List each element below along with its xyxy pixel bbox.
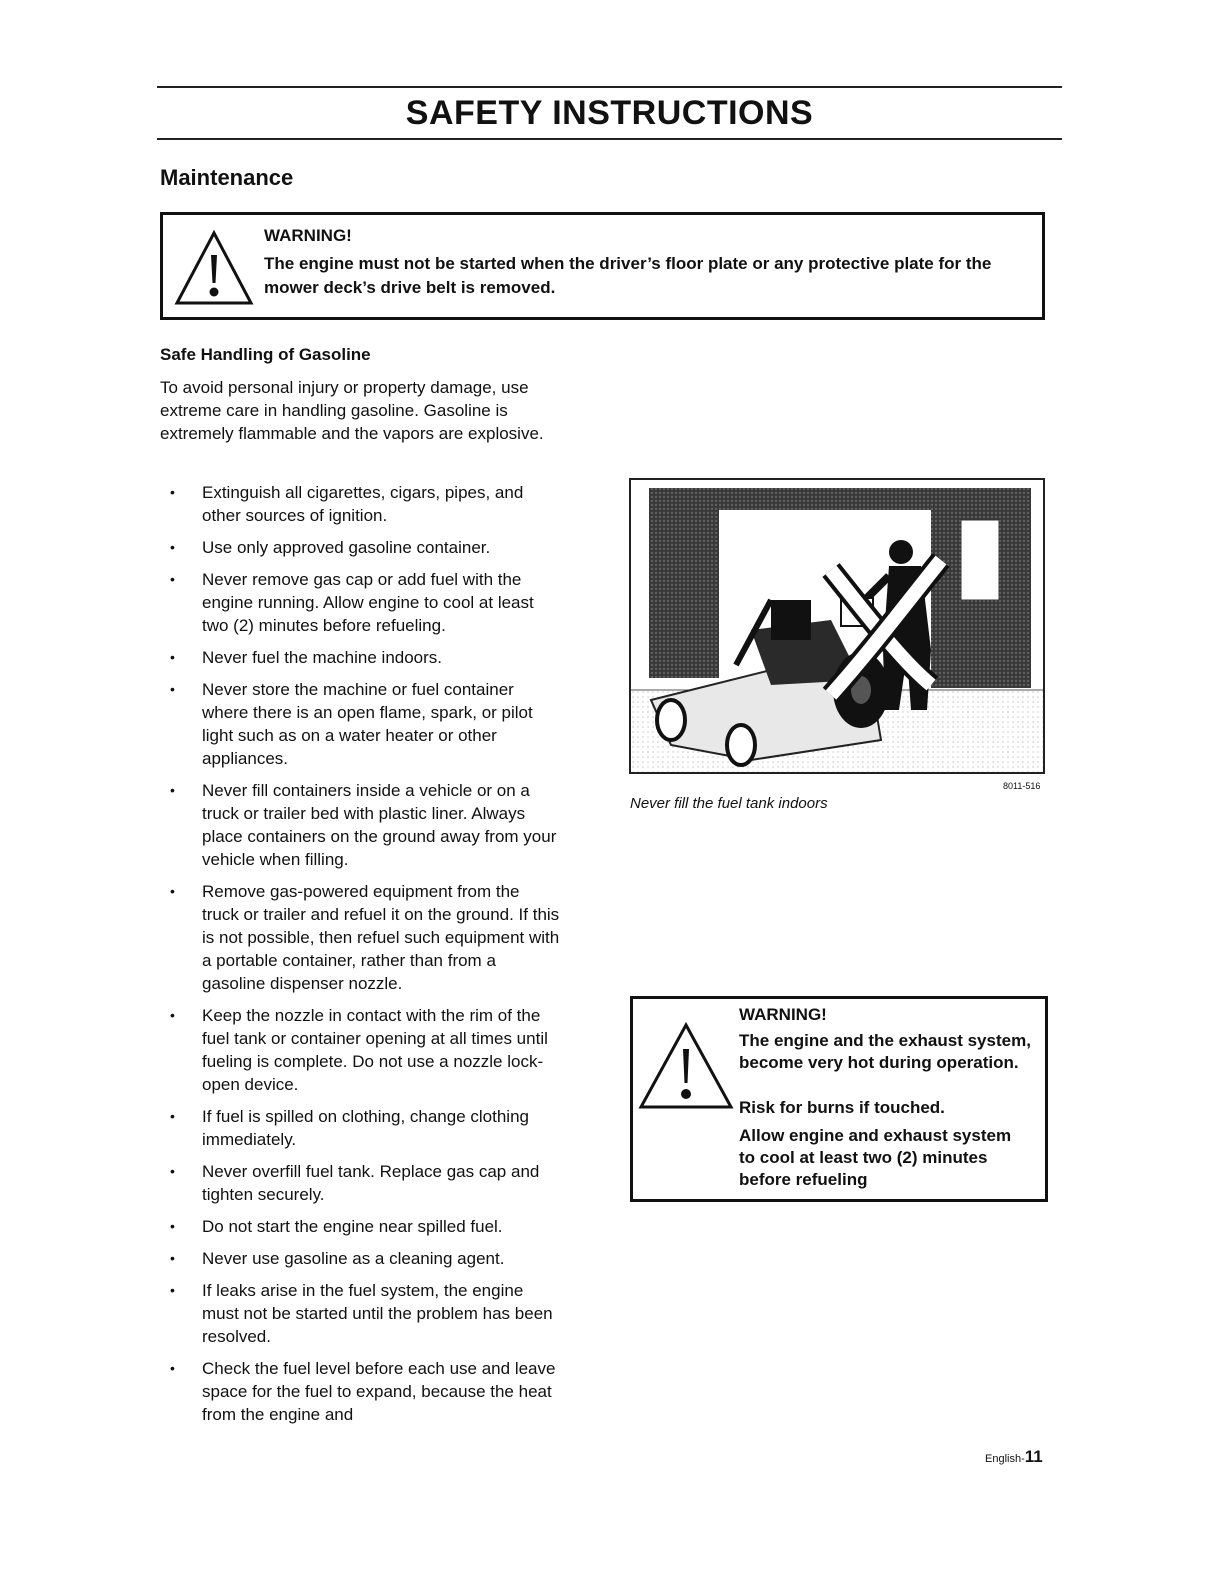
- bullet-text: Extinguish all cigarettes, cigars, pipes, and other sources of ignition.: [202, 483, 524, 525]
- bullet-dot: •: [170, 1163, 175, 1179]
- bullet-item: [160, 1357, 560, 1426]
- figure-code: 8011-516: [1003, 781, 1041, 791]
- bullet-item: [160, 536, 560, 559]
- bullet-text: If leaks arise in the fuel system, the engine must not be started until the problem has been resolved.: [202, 1281, 553, 1346]
- bullet-item: [160, 880, 560, 995]
- bullet-item: [160, 779, 560, 871]
- safety-bullet-list: [160, 481, 560, 1435]
- page-number-value: 11: [1024, 1447, 1043, 1466]
- bullet-item: [160, 1215, 560, 1238]
- bullet-item: [160, 1160, 560, 1206]
- title-rule: [157, 138, 1062, 140]
- bullet-item: [160, 1279, 560, 1348]
- bullet-item: [160, 568, 560, 637]
- bullet-dot: •: [170, 539, 175, 555]
- warning-line-1: The engine and the exhaust system, become very hot during operation.: [739, 1031, 1031, 1072]
- top-rule: [157, 86, 1062, 88]
- bullet-text: Do not start the engine near spilled fuel.: [202, 1217, 503, 1236]
- section-subheading: Safe Handling of Gasoline: [160, 345, 371, 364]
- bullet-text: If fuel is spilled on clothing, change clothing immediately.: [202, 1107, 529, 1149]
- bullet-item: [160, 1247, 560, 1270]
- bullet-text: Never remove gas cap or add fuel with the engine running. Allow engine to cool at least two (2) minutes before refueling.: [202, 570, 534, 635]
- bullet-dot: •: [170, 1218, 175, 1234]
- figure-caption: Never fill the fuel tank indoors: [630, 795, 828, 812]
- bullet-dot: •: [170, 1007, 175, 1023]
- bullet-dot: •: [170, 1360, 175, 1376]
- bullet-dot: •: [170, 571, 175, 587]
- bullet-dot: •: [170, 649, 175, 665]
- warning-line-3: Allow engine and exhaust system to cool at least two (2) minutes before refueling: [739, 1126, 1012, 1189]
- bullet-text: Keep the nozzle in contact with the rim of the fuel tank or container opening at all times until fueling is complete. Do not use a nozzle lock-open device.: [202, 1006, 548, 1094]
- refuel-illustration: [629, 478, 1045, 774]
- bullet-dot: •: [170, 1250, 175, 1266]
- bullet-item: [160, 1004, 560, 1096]
- bullet-item: [160, 678, 560, 770]
- bullet-text: Use only approved gasoline container.: [202, 538, 491, 557]
- bullet-dot: •: [170, 883, 175, 899]
- page-title: SAFETY INSTRUCTIONS: [405, 94, 814, 132]
- intro-paragraph: To avoid personal injury or property damage, use extreme care in handling gasoline. Gasoline is extremely flammable and the vapors are explosive.: [160, 378, 544, 443]
- garage-refuel-drawing: [631, 480, 1043, 772]
- warning-text: The engine must not be started when the driver’s floor plate or any protective plate for the mower deck’s drive belt is removed.: [264, 254, 992, 297]
- bullet-item: [160, 646, 560, 669]
- bullet-text: Never overfill fuel tank. Replace gas cap and tighten securely.: [202, 1162, 540, 1204]
- bullet-item: [160, 1105, 560, 1151]
- warning-box-bottom: [630, 996, 1048, 1202]
- bullet-dot: •: [170, 1108, 175, 1124]
- bullet-dot: •: [170, 681, 175, 697]
- page-number: [985, 1447, 1043, 1467]
- bullet-dot: •: [170, 1282, 175, 1298]
- bullet-text: Check the fuel level before each use and leave space for the fuel to expand, because the heat from the engine and: [202, 1359, 556, 1424]
- warning-title: WARNING!: [739, 1005, 827, 1024]
- bullet-text: Remove gas-powered equipment from the truck or trailer and refuel it on the ground. If this is not possible, then refuel such equipment with a portable container, rather than from a gasoline dispenser nozzle.: [202, 882, 560, 993]
- warning-box-top: [160, 212, 1045, 320]
- section-title: Maintenance: [160, 165, 294, 190]
- warning-title: WARNING!: [264, 226, 352, 245]
- bullet-text: Never use gasoline as a cleaning agent.: [202, 1249, 505, 1268]
- bullet-text: Never fuel the machine indoors.: [202, 648, 443, 667]
- bullet-text: Never fill containers inside a vehicle or on a truck or trailer bed with plastic liner. Always place containers on the ground away from your vehicle when filling.: [202, 781, 557, 869]
- warning-triangle-icon: [173, 229, 255, 307]
- bullet-dot: •: [170, 782, 175, 798]
- page-language: English-: [985, 1453, 1025, 1465]
- warning-line-2: Risk for burns if touched.: [739, 1098, 945, 1117]
- bullet-dot: •: [170, 484, 175, 500]
- warning-triangle-icon: [637, 1021, 735, 1111]
- bullet-item: [160, 481, 560, 527]
- bullet-text: Never store the machine or fuel container where there is an open flame, spark, or pilot light such as on a water heater or other appliances.: [202, 680, 533, 768]
